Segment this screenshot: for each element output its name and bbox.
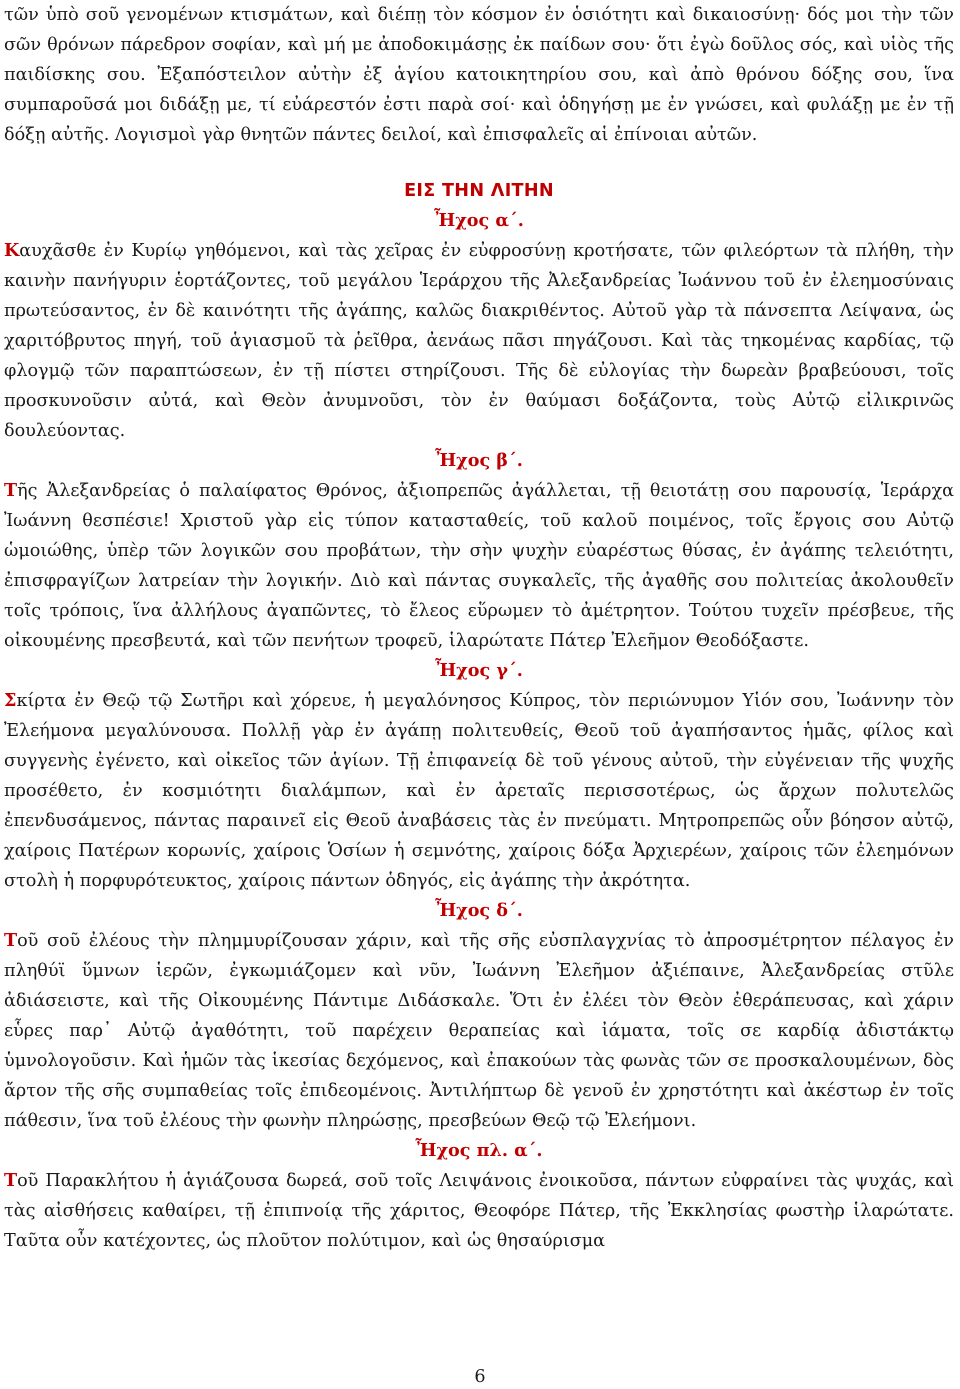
hymn-paragraph-5	[4, 1166, 954, 1256]
drop-initial: Τ	[4, 1170, 18, 1191]
hymn-paragraph-3	[4, 686, 954, 896]
text-column	[4, 0, 954, 1256]
hymn-text: αυχᾶσθε ἐν Κυρίῳ γηθόμενοι, καὶ τὰς χεῖρας ἐν εὐφροσύνῃ κροτήσατε, τῶν φιλεόρτων τὰ πλήθη, τὴν καινὴν πανήγυριν ἑορτάζοντες, τοῦ μεγάλου Ἱεράρχου τῆς Ἀλεξανδρείας Ἰωάννου τοῦ ἐν ἐλεημοσύναις πρωτεύσαντος, ἐν δὲ καινότητι τῆς ἀγάπης, καλῶς διακριθέντος. Αὐτοῦ γὰρ τὰ πάνσεπτα Λείψανα, ὡς χαριτόβρυτος πηγή, τοῦ ἁγιασμοῦ τὰ ῥεῖθρα, ἀενάως πᾶσι πηγάζουσι. Καὶ τὰς τηκομένας καρδίας, τῷ φλογμῷ τῶν παραπτώσεων, ἐν τῇ πίστει στηρίζουσι. Τῆς δὲ εὐλογίας τὴν δωρεὰν βραβεύουσι, τοῖς προσκυνοῦσιν αὐτά, καὶ Θεὸν ἀνυμνοῦσι, τὸν ἐν θαύμασι δοξάζοντα, τοὺς Αὐτῷ εἰλικρινῶς δουλεύοντας.	[4, 241, 954, 441]
section-title: ΕΙΣ ΤΗΝ ΛΙΤΗΝ	[404, 181, 554, 201]
hymn-text: ῆς Ἀλεξανδρείας ὁ παλαίφατος Θρόνος, ἀξιοπρεπῶς ἀγάλλεται, τῇ θειοτάτῃ σου παρουσίᾳ, Ἱεράρχα Ἰωάννη θεσπέσιε! Χριστοῦ γὰρ εἰς τύπον κατασταθείς, τοῦ καλοῦ ποιμένος, τοῖς ἔργοις σου Αὐτῷ ὡμοιώθης, ὑπὲρ τῶν λογικῶν σου προβάτων, τὴν σὴν ψυχὴν εὐαρέστως θύσας, ἐν ἀγάπης τελειότητι, ἐπισφραγίζων λατρείαν τὴν λογικήν. Διὸ καὶ πάντας συγκαλεῖς, τῆς ἀγαθῆς σου πολιτείας ἀκολουθεῖν τοῖς τρόποις, ἵνα ἀλλήλους ἀγαπῶντες, τὸ ἔλεος εὕρωμεν τὸ ἀμέτρητον. Τούτου τυχεῖν πρέσβευε, τῆς οἰκουμένης πρεσβευτά, καὶ τῶν πενήτων τροφεῦ, ἱλαρώτατε Πάτερ Ἐλεῆμον Θεοδόξαστε.	[4, 481, 954, 651]
opening-paragraph: τῶν ὑπὸ σοῦ γενομένων κτισμάτων, καὶ διέπῃ τὸν κόσμον ἐν ὁσιότητι καὶ δικαιοσύνῃ· δός μοι τὴν τῶν σῶν θρόνων πάρεδρον σοφίαν, καὶ μή με ἀποδοκιμάσῃς ἐκ παίδων σου· ὅτι ἐγὼ δοῦλος σός, καὶ υἱὸς τῆς παιδίσκης σου. Ἐξαπόστειλον αὐτὴν ἐξ ἁγίου κατοικητηρίου σου, καὶ ἀπὸ θρόνου δόξης σου, ἵνα συμπαροῦσά μοι διδάξῃ με, τί εὐάρεστόν ἐστι παρὰ σοί· καὶ ὁδηγήσῃ με ἐν γνώσει, καὶ φυλάξῃ με ἐν τῇ δόξῃ αὐτῆς. Λογισμοὶ γὰρ θνητῶν πάντες δειλοί, καὶ ἐπισφαλεῖς αἱ ἐπίνοιαι αὐτῶν.	[4, 5, 954, 145]
mode-heading-1: Ἦχος α΄.	[434, 210, 524, 231]
mode-heading-4: Ἦχος δ΄.	[435, 900, 523, 921]
page-number: 6	[474, 1367, 486, 1387]
mode-heading-5: Ἦχος πλ. α΄.	[415, 1140, 543, 1161]
hymn-text: οῦ Παρακλήτου ἡ ἁγιάζουσα δωρεά, σοῦ τοῖς Λειψάνοις ἐνοικοῦσα, πάντων εὐφραίνει τὰς ψυχάς, καὶ τὰς αἰσθήσεις καθαίρει, τῇ ἐπιπνοίᾳ τῆς χάριτος, Θεοφόρε Πάτερ, τῆς Ἐκκλησίας φωστὴρ ἱλαρώτατε. Ταῦτα οὖν κατέχοντες, ὡς πλοῦτον πολύτιμον, καὶ ὡς θησαύρισμα	[4, 1171, 954, 1251]
hymn-paragraph-4	[4, 926, 954, 1136]
hymn-paragraph-2	[4, 476, 954, 656]
drop-initial: Τ	[4, 930, 18, 951]
drop-initial: Κ	[4, 240, 20, 261]
hymn-text: οῦ σοῦ ἐλέους τὴν πλημμυρίζουσαν χάριν, καὶ τῆς σῆς εὐσπλαγχνίας τὸ ἀπροσμέτρητον πέλαγος ἐν πληθύϊ ὕμνων ἱερῶν, ἐγκωμιάζομεν καὶ νῦν, Ἰωάννη Ἐλεῆμον ἀξιέπαινε, Ἀλεξανδρείας στῦλε ἀδιάσειστε, καὶ τῆς Οἰκουμένης Πάντιμε Διδάσκαλε. Ὅτι ἐν ἐλέει τὸν Θεὸν ἐθεράπευσας, καὶ χάριν εὗρες παρ᾿ Αὐτῷ ἀγαθότητι, τοῦ παρέχειν θεραπείας καὶ ἰάματα, τοῖς σε καρδίᾳ ἀδιστάκτῳ ὑμνολογοῦσιν. Καὶ ἡμῶν τὰς ἱκεσίας δεχόμενος, καὶ ἐπακούων τὰς φωνὰς τῶν σε προσκαλουμένων, δὸς ἄρτον τῆς σῆς συμπαθείας τοῖς ἐπιδεομένοις. Ἀντιλήπτωρ δὲ γενοῦ ἐν χρηστότητι καὶ ἀκέστωρ ἐν τοῖς πάθεσιν, ἵνα τοῦ ἐλέους τὴν φωνὴν πληρώσῃς, πρεσβεύων Θεῷ τῷ Ἐλεήμονι.	[4, 931, 954, 1131]
mode-heading-2: Ἦχος β΄.	[435, 450, 523, 471]
drop-initial: Τ	[4, 480, 18, 501]
drop-initial: Σ	[4, 690, 17, 711]
hymn-paragraph-1	[4, 236, 954, 446]
mode-heading-3: Ἦχος γ΄.	[435, 660, 523, 681]
hymn-text: κίρτα ἐν Θεῷ τῷ Σωτῆρι καὶ χόρευε, ἡ μεγαλόνησος Κύπρος, τὸν περιώνυμον Υἱόν σου, Ἰωάννην τὸν Ἐλεήμονα μεγαλύνουσα. Πολλῇ γὰρ ἐν ἀγάπῃ πολιτευθείς, Θεοῦ τοῦ ἀγαπήσαντος ἡμᾶς, φίλος καὶ συγγενὴς ἐγένετο, καὶ οἰκεῖος τῶν ἁγίων. Τῇ ἐπιφανείᾳ δὲ τοῦ γένους αὐτοῦ, τὴν εὐγένειαν τῆς ψυχῆς προσέθετο, ἐν κοσμιότητι διαλάμπων, καὶ ἐν ἀρεταῖς περισσοτέρως, ὡς ἄρχων πολυτελῶς ἐπενδυσάμενος, πάντας παραινεῖ εἰς Θεοῦ ἀναβάσεις τὰς ἐν πνεύματι. Μητροπρεπῶς οὖν βόησον αὐτῷ, χαίροις Πατέρων κορωνίς, χαίροις Ὁσίων ἡ σεμνότης, χαίροις δόξα Ἀρχιερέων, χαίροις τῶν ἐλεημόνων στολὴ ἡ πορφυρότευκτος, χαίροις πάντων ὁδηγός, εἰς ἀγάπης τὴν ἀκρότητα.	[4, 691, 954, 891]
